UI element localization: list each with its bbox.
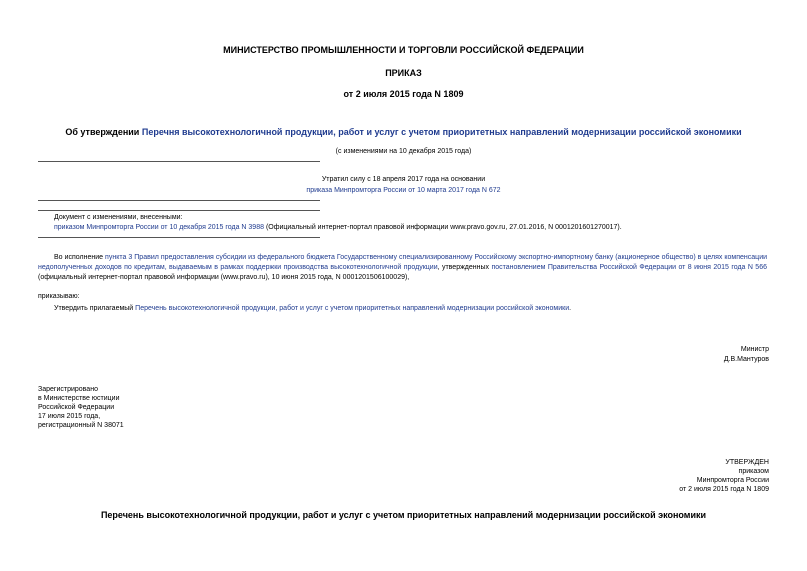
divider <box>38 161 320 162</box>
approved-line: приказом <box>738 468 769 475</box>
approved-line: УТВЕРЖДЕН <box>725 459 769 466</box>
document-title <box>0 127 807 137</box>
changes-label: Документ с изменениями, внесенными: <box>54 214 183 221</box>
approve-text: Утвердить прилагаемый <box>54 305 136 312</box>
registration-block <box>38 385 124 430</box>
changes-text <box>54 223 774 232</box>
preamble-text: (официальный интернет-портал правовой информации (www.pravo.ru), 10 июня 2015 года, N 0001201506100029), <box>38 274 410 281</box>
order-date: от 2 июля 2015 года N 1809 <box>343 89 464 99</box>
registration-line: Российской Федерации <box>38 404 115 411</box>
rules-link[interactable]: пункта 3 Правил предоставления субсидии из федерального бюджета Государственному специализированному Российскому экспортно-импортному банку (акционерное общество) в целях компенсации недополученных доходов по кредитам, выдаваемым в рамках поддержки производства высокотехнологичной продукции <box>38 254 768 271</box>
expired-note: Утратил силу с 18 апреля 2017 года на основании <box>321 176 486 183</box>
preamble-text: Во исполнение <box>54 254 106 261</box>
registration-line: 17 июля 2015 года, <box>38 413 101 420</box>
resolution-link[interactable]: постановлением Правительства Российской Федерации от 8 июня 2015 года N 566 <box>491 264 767 271</box>
ministry-heading: МИНИСТЕРСТВО ПРОМЫШЛЕННОСТИ И ТОРГОВЛИ РОССИЙСКОЙ ФЕДЕРАЦИИ <box>223 45 584 55</box>
list-link[interactable]: Перечень высокотехнологичной продукции, работ и услуг с учетом приоритетных направлений модернизации российской экономики <box>135 305 570 312</box>
registration-line: регистрационный N 38071 <box>38 422 124 429</box>
signature-position: Министр <box>740 346 769 353</box>
expired-link[interactable]: приказа Минпромторга России от 10 марта 2017 года N 672 <box>306 187 501 194</box>
list-title: Перечень высокотехнологичной продукции, работ и услуг с учетом приоритетных направлений модернизации российской экономики <box>100 510 707 520</box>
order-heading: ПРИКАЗ <box>385 68 422 78</box>
divider <box>38 210 320 211</box>
approve-text: . <box>569 305 572 312</box>
preamble-text: , утвержденных <box>437 264 492 271</box>
changes-rest: (Официальный интернет-портал правовой информации www.pravo.gov.ru, 27.01.2016, N 0001201601270017). <box>264 224 622 231</box>
amendments-note: (с изменениями на 10 декабря 2015 года) <box>335 148 472 155</box>
signature-name: Д.В.Мантуров <box>723 356 769 363</box>
preamble-paragraph <box>38 253 767 283</box>
divider <box>38 200 320 201</box>
registration-line: в Министерстве юстиции <box>38 395 120 402</box>
approve-paragraph <box>54 304 571 313</box>
title-prefix: Об утверждении <box>65 127 142 137</box>
registration-line: Зарегистрировано <box>38 386 98 393</box>
changes-link[interactable]: приказом Минпромторга России от 10 декабря 2015 года N 3988 <box>54 224 264 231</box>
title-link[interactable]: Перечня высокотехнологичной продукции, работ и услуг с учетом приоритетных направлений модернизации российской экономики <box>141 127 742 137</box>
approved-line: от 2 июля 2015 года N 1809 <box>679 486 769 493</box>
approved-line: Минпромторга России <box>696 477 769 484</box>
approved-block <box>679 458 769 494</box>
divider <box>38 237 320 238</box>
orders-word: приказываю: <box>38 293 80 300</box>
